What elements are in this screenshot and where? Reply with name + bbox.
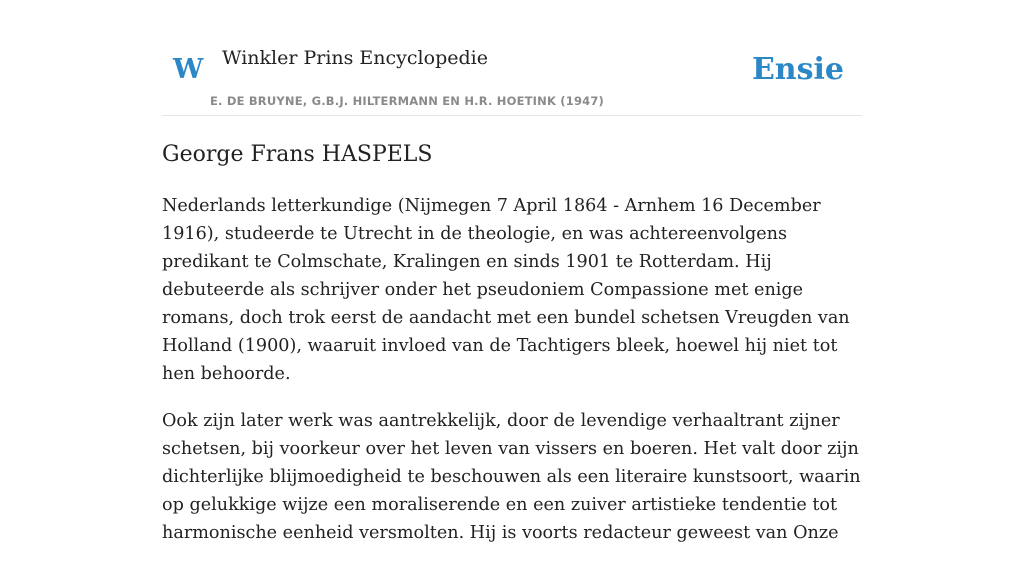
article-paragraph-2: Ook zijn later werk was aantrekkelijk, door de levendige verhaaltrant zijner schetsen, bij voorkeur over het leven van vissers en boeren. Het valt door zijn dichterlijke blijmoedigheid te beschouwen als een literaire kunstsoort, waarin op gelukkige wijze een moraliserende en een zuiver artistieke tendentie tot harmonische eenheid versmolten. Hij is voorts redacteur geweest van Onze bbox=[162, 411, 861, 543]
ensie-logo[interactable]: Ensie bbox=[751, 52, 844, 87]
winkler-prins-logo-icon[interactable]: W bbox=[173, 54, 204, 85]
source-authors: E. DE BRUYNE, G.B.J. HILTERMANN EN H.R. HOETINK (1947) bbox=[210, 94, 605, 108]
article-title: George Frans HASPELS bbox=[162, 142, 433, 167]
source-header bbox=[162, 0, 862, 116]
article-body bbox=[162, 192, 862, 566]
source-title[interactable]: Winkler Prins Encyclopedie bbox=[222, 47, 488, 69]
article-paragraph-1: Nederlands letterkundige (Nijmegen 7 April 1864 - Arnhem 16 December 1916), studeerde te Utrecht in de theologie, en was achtereenvolgens predikant te Colmschate, Kralingen en sinds 1901 te Rotterdam. Hij debuteerde als schrijver onder het pseudoniem Compassione met enige romans, doch trok eerst de aandacht met een bundel schetsen Vreugden van Holland (1900), waaruit invloed van de Tachtigers bleek, hoewel hij niet tot hen behoorde. bbox=[162, 196, 850, 384]
